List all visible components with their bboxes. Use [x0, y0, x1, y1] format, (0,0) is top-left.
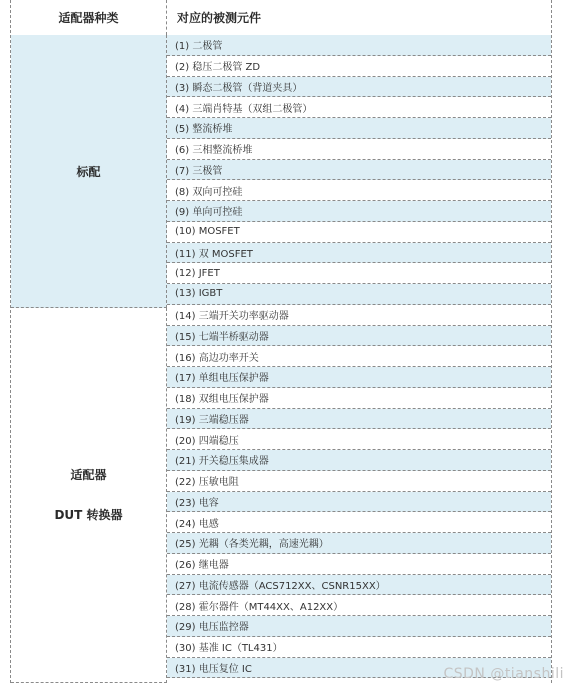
table-row: (13) IGBT — [167, 284, 551, 305]
table-row: (29) 电压监控器 — [167, 616, 551, 637]
table-row: (11) 双 MOSFET — [167, 243, 551, 264]
table-row: (21) 开关稳压集成器 — [167, 450, 551, 471]
table-row: (10) MOSFET — [167, 222, 551, 243]
table-row: (8) 双向可控硅 — [167, 180, 551, 201]
table-row: (23) 电容 — [167, 492, 551, 513]
table-row: (20) 四端稳压 — [167, 429, 551, 450]
watermark: CSDN @tianshili — [443, 666, 564, 682]
table-row: (19) 三端稳压器 — [167, 409, 551, 430]
group-adapter — [11, 308, 167, 683]
table-row: (1) 二极管 — [167, 35, 551, 56]
table-row: (4) 三端肖特基（双组二极管） — [167, 97, 551, 118]
table-row: (12) JFET — [167, 263, 551, 284]
group-standard-label: 标配 — [76, 164, 101, 179]
table-row: (25) 光耦（各类光耦，高速光耦） — [167, 533, 551, 554]
table-row: (17) 单组电压保护器 — [167, 367, 551, 388]
table-row: (27) 电流传感器（ACS712XX、CSNR15XX） — [167, 575, 551, 596]
table-row: (15) 七端半桥驱动器 — [167, 326, 551, 347]
table-row: (22) 压敏电阻 — [167, 471, 551, 492]
table-row: (14) 三端开关功率驱动器 — [167, 305, 551, 326]
table-row: (16) 高边功率开关 — [167, 346, 551, 367]
group-standard — [11, 35, 167, 308]
table-row: (26) 继电器 — [167, 554, 551, 575]
table-row: (24) 电感 — [167, 512, 551, 533]
group-adapter-label-1: 适配器 — [70, 468, 107, 482]
component-list — [167, 35, 551, 678]
table-row: (31) 电压复位 IC — [167, 658, 551, 679]
group-adapter-label-2: DUT 转换器 — [54, 508, 123, 522]
table-row: (7) 三极管 — [167, 160, 551, 181]
adapter-table — [10, 0, 552, 683]
table-row: (28) 霍尔器件（MT44XX、A12XX） — [167, 595, 551, 616]
table-row: (30) 基准 IC（TL431） — [167, 637, 551, 658]
table-row: (6) 三相整流桥堆 — [167, 139, 551, 160]
table-header — [11, 0, 551, 36]
table-row: (18) 双组电压保护器 — [167, 388, 551, 409]
table-row: (5) 整流桥堆 — [167, 118, 551, 139]
table-row: (9) 单向可控硅 — [167, 201, 551, 222]
header-adapter-type: 适配器种类 — [11, 0, 167, 35]
table-row: (3) 瞬态二极管（背道夹具） — [167, 77, 551, 98]
header-tested-components: 对应的被测元件 — [177, 11, 262, 25]
table-row: (2) 稳压二极管 ZD — [167, 56, 551, 77]
